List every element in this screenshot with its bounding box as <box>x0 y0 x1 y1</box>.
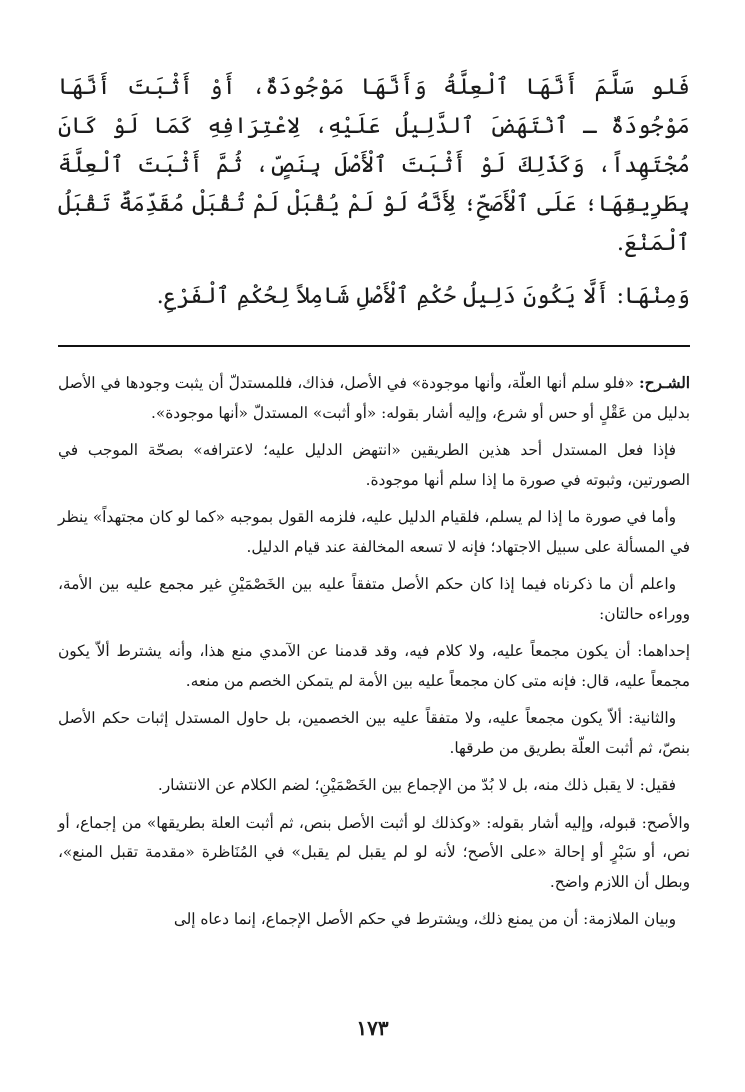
sharh-paragraph-6 <box>58 704 690 763</box>
page-number: ١٧٣ <box>356 1016 389 1040</box>
sharh-paragraph-3 <box>58 503 690 562</box>
sharh-paragraph-6-text: والثانية: ألاّ يكون مجمعاً عليه، ولا متفقاً عليه بين الخصمين، بل حاول المستدل إثبات حكم الأصل بنصّ، ثم أثبت العلّة بطريق من طرقها. <box>58 709 690 757</box>
sharh-paragraph-2-text: فإذا فعل المستدل أحد هذين الطريقين «انتهض الدليل عليه؛ لاعترافه» بصحّة الموجب في الصورتين، وثبوته في صورة ما إذا سلم أنها موجودة. <box>58 441 690 489</box>
sharh-paragraph-5-text: إحداهما: أن يكون مجمعاً عليه، ولا كلام فيه، وقد قدمنا عن الآمدي منع هذا، وأنه يشترط ألاّ يكون مجمعاً عليه، قال: فإنه متى كان مجمعاً عليه بين الأمة لم يتمكن الخصم من منعه. <box>58 642 690 690</box>
sharh-paragraph-4 <box>58 570 690 629</box>
sharh-paragraph-8-text: والأصح: قبوله، وإليه أشار بقوله: «وكذلك لو أثبت الأصل بنص، ثم أثبت العلة بطريقها» من إجماع، أو نص، أو سَبْرٍ أو إحالة «على الأصح؛ لأنه لو لم يقبل لم يقبل» في المُنَاظرة «مقدمة تقبل المنع»، وبطل أن اللازم واضح. <box>58 813 690 891</box>
sharh-paragraph-3-text: وأما في صورة ما إذا لم يسلم، فلقيام الدليل عليه، فلزمه القول بموجبه «كما لو كان مجتهداً» ينظر في المسألة على سبيل الاجتهاد؛ فإنه لا تسعه المخالفة عند قيام الدليل. <box>58 508 690 556</box>
sharh-paragraph-2 <box>58 436 690 495</box>
matn-section <box>58 68 690 316</box>
sharh-section <box>58 369 690 935</box>
sharh-paragraph-1 <box>58 369 690 428</box>
sharh-heading: الشـرح: <box>639 374 690 392</box>
matn-paragraph-1: فَلو سَلَّمَ أَنَّهَا ٱلْعِلَّةُ وَأَنَّهَا مَوْجُودَةٌ، أَوْ أَثْبَتَ أَنَّهَا مَوْجُودَةٌ ـ ٱنْتَهَضَ ٱلدَّلِيلُ عَلَيْهِ، لِاعْتِرَافِهِ كَمَا لَوْ كَانَ مُجْتَهِداً، وَكَذَلِكَ لَوْ أَثْبَتَ ٱلْأَصْلَ بِنَصٍّ، ثُمَّ أَثْبَتَ ٱلْعِلَّةَ بِطَرِيقِهَا؛ عَلَى ٱلْأَصَحِّ؛ لِأَنَّهُ لَوْ لَمْ يُقْبَلْ لَمْ تُقْبَلْ مُقَدِّمَةٌ تَقْبَلُ ٱلْمَنْعَ. <box>58 74 690 256</box>
sharh-paragraph-5 <box>58 637 690 696</box>
sharh-paragraph-9 <box>58 905 690 935</box>
sharh-paragraph-7 <box>58 771 690 801</box>
sharh-paragraph-8 <box>58 809 690 898</box>
sharh-paragraph-9-text: وبيان الملازمة: أن من يمنع ذلك، ويشترط في حكم الأصل الإجماع، إنما دعاه إلى <box>173 910 676 928</box>
section-divider <box>58 345 690 347</box>
sharh-paragraph-1-text: «فلو سلم أنها العلّة، وأنها موجودة» في الأصل، فذاك، فللمستدلّ أن يثبت وجودها في الأصل بدليل من عَقْلٍ أو حس أو شرع، وإليه أشار بقوله: «أو أثبت» المستدلّ «أنها موجودة». <box>58 374 690 422</box>
sharh-paragraph-4-text: واعلم أن ما ذكرناه فيما إذا كان حكم الأصل متفقاً عليه بين الخَصْمَيْنِ غير مجمع عليه بين الأمة، ووراءه حالتان: <box>58 575 690 623</box>
sharh-paragraph-7-text: فقيل: لا يقبل ذلك منه، بل لا بُدّ من الإجماع بين الخَصْمَيْنِ؛ لضم الكلام عن الانتشار. <box>157 776 676 794</box>
matn-paragraph-2: وَمِنْهَا: أَلَّا يَكُونَ دَلِيلُ حُكْمِ ٱلْأَصْلِ شَامِلاً لِحُكْمِ ٱلْفَرْعِ. <box>156 283 690 309</box>
